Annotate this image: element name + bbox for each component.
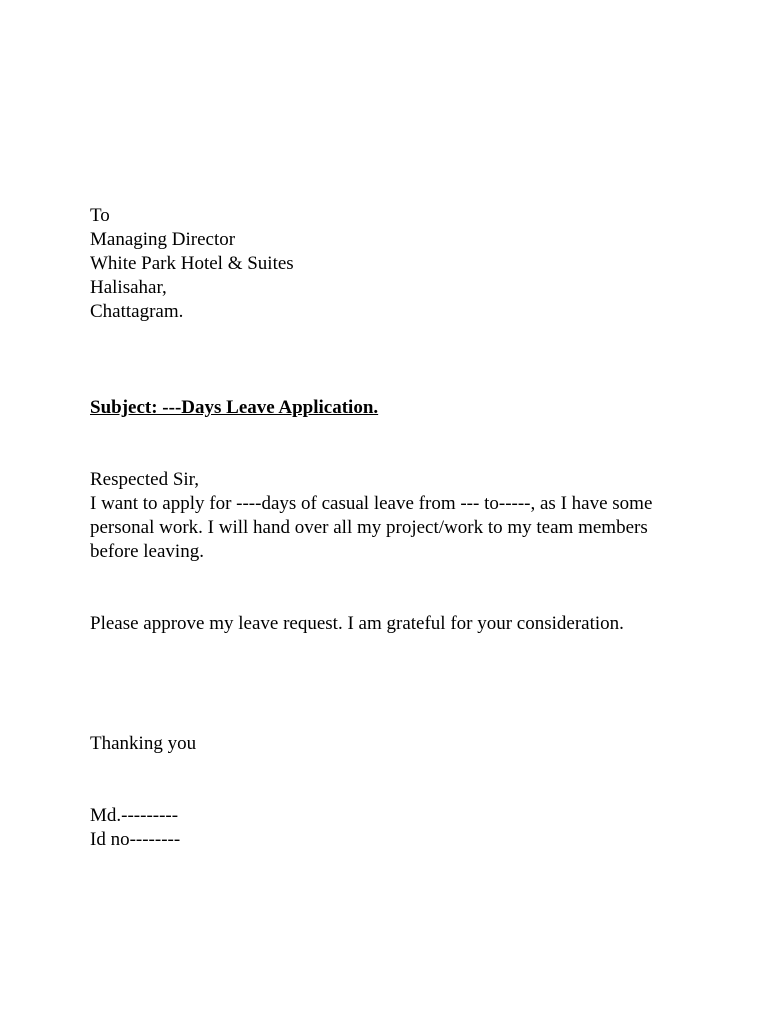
body-paragraph: I want to apply for ----days of casual leave from --- to-----, as I have some personal work. I will hand over all my project/work to my team members before leaving. bbox=[90, 493, 653, 562]
recipient-address bbox=[90, 204, 710, 324]
signature-name: Md.--------- bbox=[90, 805, 179, 826]
salutation: Respected Sir, bbox=[90, 469, 199, 490]
leave-letter bbox=[90, 204, 710, 852]
recipient-organization: White Park Hotel & Suites bbox=[90, 253, 294, 274]
closing: Thanking you bbox=[90, 733, 197, 754]
recipient-to: To bbox=[90, 205, 110, 226]
recipient-area: Halisahar, bbox=[90, 277, 167, 298]
request-paragraph: Please approve my leave request. I am grateful for your consideration. bbox=[90, 613, 624, 634]
recipient-city: Chattagram. bbox=[90, 301, 184, 322]
signature-block bbox=[90, 804, 710, 852]
recipient-title: Managing Director bbox=[90, 229, 236, 250]
signature-id: Id no-------- bbox=[90, 829, 181, 850]
letter-subject: Subject: ---Days Leave Application. bbox=[90, 397, 379, 418]
